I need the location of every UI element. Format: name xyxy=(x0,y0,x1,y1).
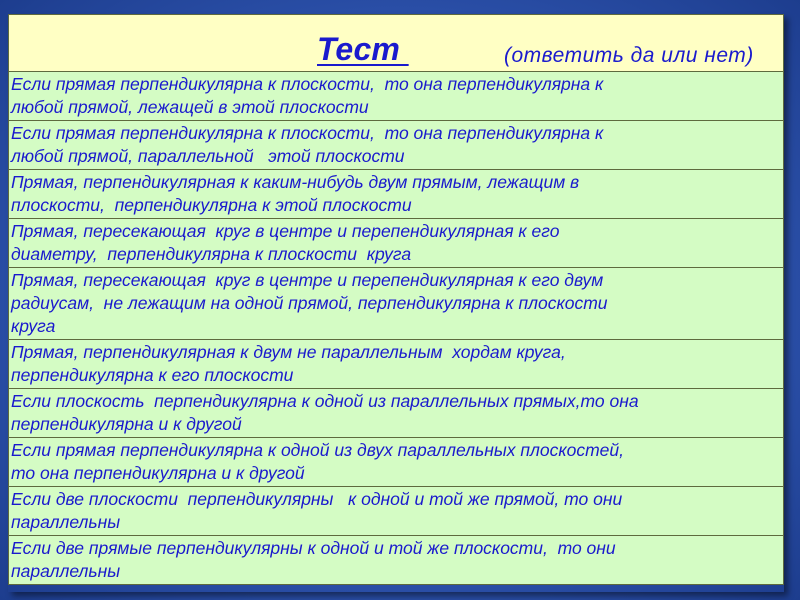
test-header xyxy=(8,14,784,71)
statement-row: Если прямая перпендикулярна к одной из двух параллельных плоскостей, то она перпендикулярна и к другой xyxy=(8,438,784,487)
statement-list xyxy=(8,71,784,585)
statement-row: Прямая, пересекающая круг в центре и перепендикулярная к его двум радиусам, не лежащим на одной прямой, перпендикулярна к плоскости круга xyxy=(8,268,784,340)
test-title: Тест xyxy=(317,31,409,67)
statement-row: Если две плоскости перпендикулярны к одной и той же прямой, то они параллельны xyxy=(8,487,784,536)
statement-row: Прямая, перпендикулярная к двум не параллельным хордам круга, перпендикулярна к его плоскости xyxy=(8,340,784,389)
test-instruction: (ответить да или нет) xyxy=(504,44,754,67)
test-panel xyxy=(8,14,784,592)
statement-row: Если прямая перпендикулярна к плоскости, то она перпендикулярна к любой прямой, параллельной этой плоскости xyxy=(8,121,784,170)
statement-row: Если плоскость перпендикулярна к одной из параллельных прямых,то она перпендикулярна и к другой xyxy=(8,389,784,438)
statement-row: Если прямая перпендикулярна к плоскости, то она перпендикулярна к любой прямой, лежащей в этой плоскости xyxy=(8,71,784,121)
statement-row: Прямая, перпендикулярная к каким-нибудь двум прямым, лежащим в плоскости, перпендикулярна к этой плоскости xyxy=(8,170,784,219)
statement-row: Прямая, пересекающая круг в центре и перепендикулярная к его диаметру, перпендикулярна к плоскости круга xyxy=(8,219,784,268)
statement-row: Если две прямые перпендикулярны к одной и той же плоскости, то они параллельны xyxy=(8,536,784,585)
